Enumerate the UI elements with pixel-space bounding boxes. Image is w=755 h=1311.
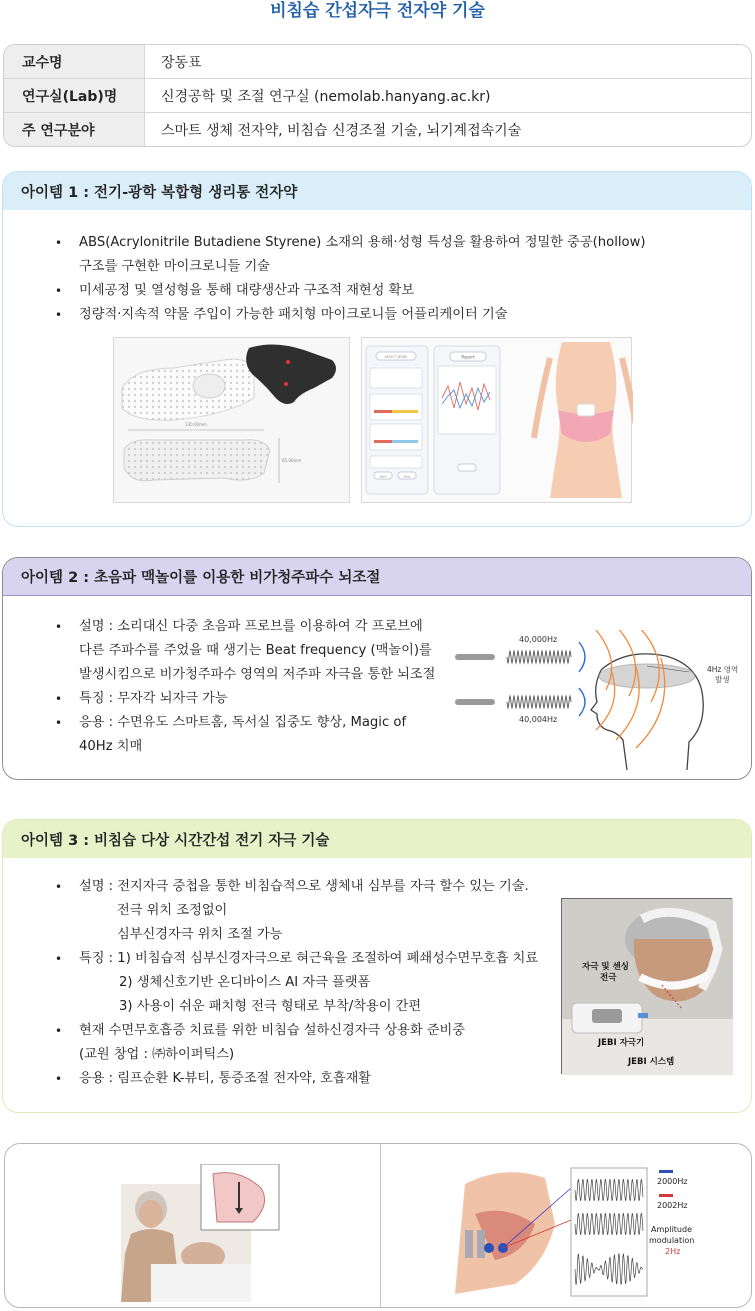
item1-heading: 아이템 1 : 전기-광학 복합형 생리통 전자약 (3, 172, 751, 210)
jebi-photo (561, 898, 732, 1074)
electrode-label-1: 자극 및 센싱 (582, 962, 629, 972)
bullet-line: (교원 창업 : ㈜하이퍼틱스) (79, 1047, 235, 1062)
info-row-lab (4, 79, 751, 113)
region-label-2: 발생 (715, 675, 730, 684)
bullet-line: • 설명 : 소리대신 다중 초음파 프로브를 이용하여 각 프로브에 (79, 619, 423, 634)
electrode-label-2: 전극 (600, 973, 617, 983)
list-item (3, 875, 563, 947)
am-label-1: Amplitude (651, 1225, 692, 1234)
list-item (3, 711, 453, 759)
freq-bottom-label: 40,004Hz (519, 715, 558, 724)
list-item (3, 1019, 563, 1067)
item1-bullets (3, 231, 751, 327)
bullet-line: • 미세공정 및 열성형을 통해 대량생산과 구조적 재현성 확보 (79, 283, 415, 298)
patch-figure (113, 337, 350, 503)
bullet-line: 다른 주파수를 주었을 때 생기는 Beat frequency (맥놀이)를 (79, 643, 432, 658)
freq-a-label: 2000Hz (657, 1177, 688, 1186)
wave-top (507, 651, 571, 663)
list-item (3, 279, 751, 303)
list-item (3, 231, 751, 279)
caregiver-figure (121, 1164, 281, 1302)
am-label-3: 2Hz (665, 1247, 681, 1256)
item2-card (2, 557, 752, 780)
info-row-professor (4, 45, 751, 79)
info-table (3, 44, 752, 147)
bullet-line: • 현재 수면무호흡증 치료를 위한 비침습 설하신경자극 상용화 준비중 (79, 1023, 466, 1038)
app-illustration (362, 338, 633, 504)
bottom-figures (4, 1143, 752, 1308)
page-title: 비침습 간섭자극 전자약 기술 (270, 1, 485, 21)
bullet-line: • 특징 : 1) 비침습적 심부신경자극으로 혀근육을 조절하여 폐쇄성수면무호흡 치료 (79, 951, 539, 966)
stimulation-figure (445, 1164, 745, 1302)
info-row-research-field (4, 113, 751, 146)
list-item (3, 615, 453, 687)
bullet-line: 심부신경자극 위치 조절 가능 (117, 927, 283, 942)
list-item (3, 303, 751, 327)
bullet-line: 전극 위치 조정없이 (117, 903, 228, 918)
bullet-line: 2) 생체신호기반 온디바이스 AI 자극 플랫폼 (119, 975, 371, 990)
bullet-line: 40Hz 치매 (79, 739, 143, 754)
freq-b-label: 2002Hz (657, 1201, 688, 1210)
bullet-line: • 특징 : 무자각 뇌자극 가능 (79, 691, 228, 706)
ultrasound-illustration (451, 630, 749, 770)
app-figure (361, 337, 632, 503)
am-label-2: modulation (649, 1236, 695, 1245)
system-label: JEBI 시스템 (628, 1057, 675, 1067)
ultrasound-figure (451, 630, 749, 770)
item2-bullets (3, 615, 453, 759)
list-item (3, 687, 453, 711)
item3-heading: 아이템 3 : 비침습 다상 시간간섭 전기 자극 기술 (3, 820, 751, 858)
item3-card (2, 819, 752, 1113)
stimulator-label: JEBI 자극기 (598, 1038, 645, 1048)
app-start-button: Start (379, 474, 387, 479)
app-top-button: SELECT MODE (384, 355, 408, 359)
item3-bullets (3, 875, 563, 1091)
wave-bottom (507, 696, 571, 708)
dim-width-label: 130.00mm (185, 422, 207, 427)
bullet-line: • 응용 : 수면유도 스마트홈, 독서실 집중도 향상, Magic of (79, 715, 407, 730)
item2-heading: 아이템 2 : 초음파 맥놀이를 이용한 비가청주파수 뇌조절 (3, 558, 751, 596)
info-value: 신경공학 및 조절 연구실 (nemolab.hanyang.ac.kr) (161, 88, 491, 105)
bullet-line: • 정량적·지속적 약물 주입이 가능한 패치형 마이크로니들 어플리케이터 기술 (79, 307, 508, 322)
item1-card (2, 171, 752, 527)
dim-height-label: 65.00mm (282, 458, 302, 463)
stimulation-illustration (445, 1164, 745, 1302)
bullet-line: 3) 사용이 쉬운 패치형 전극 형태로 부착/착용이 간편 (119, 999, 422, 1014)
list-item (3, 947, 563, 1019)
info-value: 장동표 (161, 54, 202, 71)
caregiver-illustration (121, 1164, 281, 1302)
freq-top-label: 40,000Hz (519, 635, 558, 644)
figure-divider (380, 1144, 381, 1308)
jebi-illustration (562, 899, 733, 1075)
bullet-line: • ABS(Acrylonitrile Butadiene Styrene) 소재의 용해·성형 특성을 활용하여 정밀한 중공(hollow) (79, 235, 646, 250)
bullet-line: • 응용 : 림프순환 K-뷰티, 통증조절 전자약, 호흡재활 (79, 1071, 372, 1086)
info-key: 교수명 (4, 45, 145, 78)
info-key: 주 연구분야 (4, 113, 145, 146)
info-key: 연구실(Lab)명 (4, 79, 145, 112)
app-stop-button: Stop (403, 474, 411, 479)
info-value: 스마트 생체 전자약, 비침습 신경조절 기술, 뇌기계접속기술 (161, 122, 522, 139)
list-item (3, 1067, 563, 1091)
bullet-line: 발생시킴으로 비가청주파수 영역의 저주파 자극을 통한 뇌조절 (79, 667, 436, 682)
region-label-1: 4Hz 영역 (707, 665, 739, 674)
patch-illustration (114, 338, 351, 504)
bullet-line: • 설명 : 전지자극 중첩을 통한 비침습적으로 생체내 심부를 자극 할수 있는 기술. (79, 879, 529, 894)
app-report-label: Report (461, 354, 475, 360)
bullet-line: 구조를 구현한 마이크로니들 기술 (79, 259, 270, 274)
